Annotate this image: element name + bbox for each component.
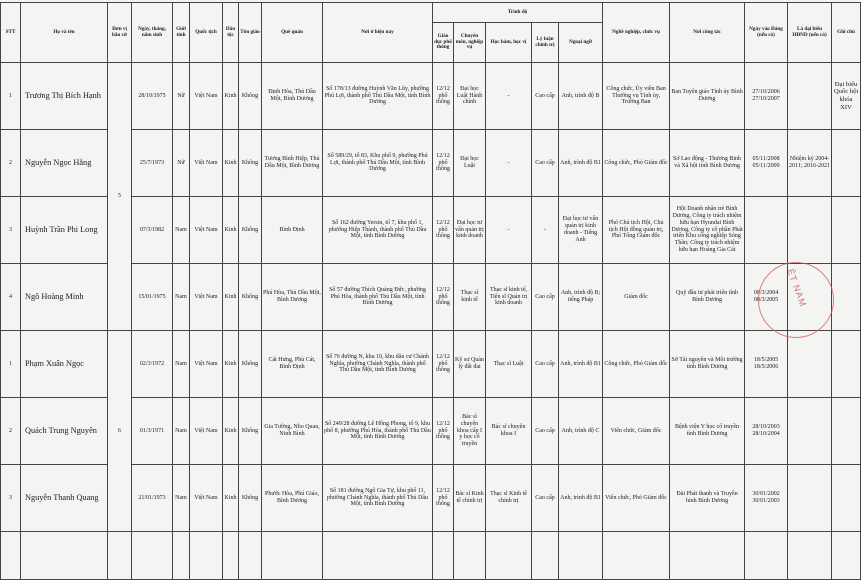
cell-note	[832, 130, 861, 197]
table-body	[1, 63, 861, 580]
cell-party-date	[745, 197, 788, 264]
cell-party-date: 05/11/2008 05/11/2009	[745, 130, 788, 197]
cell-dob: 28/10/1975	[132, 63, 173, 130]
cell-language: Anh, trình độ C	[559, 398, 603, 465]
cell-party-date: 18/5/2005 18/5/2006	[745, 331, 788, 398]
header-stt: STT	[1, 3, 21, 63]
header-language: Ngoại ngữ	[559, 23, 603, 63]
cell-political: Cao cấp	[532, 398, 559, 465]
cell-residence: Số 249/28 đường Lê Hồng Phong, tổ 9, khu phố 8, phường Phú Hòa, thành phố Thủ Dầu Một, tỉnh Bình Dương	[323, 398, 433, 465]
header-workplace: Nơi công tác	[670, 3, 745, 63]
empty-row	[1, 532, 861, 580]
cell-stt: 3	[1, 465, 21, 532]
cell-hometown: Định Hòa, Thủ Dầu Một, Bình Dương	[262, 63, 323, 130]
cell-occupation: Viên chức, Giám đốc	[603, 398, 670, 465]
cell-residence: Số 178/13 đường Huỳnh Văn Lũy, phường Phú Lợi, thành phố Thủ Dầu Một, tỉnh Bình Dương	[323, 63, 433, 130]
cell-degree: Thạc sĩ Kinh tế chính trị	[486, 465, 532, 532]
cell-specialty: Kỹ sư Quản lý đất đai	[454, 331, 486, 398]
cell-name: Nguyễn Thanh Quang	[21, 465, 108, 532]
cell-name: Huỳnh Trần Phi Long	[21, 197, 108, 264]
cell-dob: 07/3/1982	[132, 197, 173, 264]
cell-religion: Không	[239, 264, 262, 331]
cell-nationality: Việt Nam	[190, 130, 223, 197]
cell-stt: 2	[1, 130, 21, 197]
cell-workplace: Bệnh viện Y học cổ truyền tỉnh Bình Dương	[670, 398, 745, 465]
header-general: Giáo dục phổ thông	[433, 23, 454, 63]
cell-nationality: Việt Nam	[190, 197, 223, 264]
cell-name: Ngô Hoàng Minh	[21, 264, 108, 331]
empty-cell	[603, 532, 670, 580]
cell-stt: 1	[1, 63, 21, 130]
header-residence: Nơi ở hiện nay	[323, 3, 433, 63]
empty-cell	[108, 532, 132, 580]
cell-workplace: Quỹ đầu tư phát triển tỉnh Bình Dương	[670, 264, 745, 331]
empty-cell	[190, 532, 223, 580]
cell-religion: Không	[239, 331, 262, 398]
cell-degree: Thạc sĩ Luật	[486, 331, 532, 398]
table-row	[1, 63, 861, 130]
header-nationality: Quốc tịch	[190, 3, 223, 63]
cell-workplace: Sở Lao động - Thương Binh và Xã hội tỉnh Bình Dương	[670, 130, 745, 197]
cell-unit: 6	[108, 331, 132, 532]
cell-stt: 4	[1, 264, 21, 331]
empty-cell	[323, 532, 433, 580]
empty-cell	[670, 532, 745, 580]
cell-hometown: Gia Tường, Nho Quan, Ninh Bình	[262, 398, 323, 465]
cell-degree: -	[486, 63, 532, 130]
cell-residence: Số 57 đường Thích Quảng Đức, phường Phú Hòa, thành phố Thủ Dầu Một, tỉnh Bình Dương	[323, 264, 433, 331]
cell-language: Anh, trình độ B	[559, 63, 603, 130]
header-hometown: Quê quán	[262, 3, 323, 63]
cell-hometown: Phước Hòa, Phú Giáo, Bình Dương	[262, 465, 323, 532]
cell-specialty: Thạc sĩ kinh tế	[454, 264, 486, 331]
cell-specialty: Đại học Luật Hành chính	[454, 63, 486, 130]
cell-name: Trương Thị Bích Hạnh	[21, 63, 108, 130]
cell-name: Nguyễn Ngọc Hằng	[21, 130, 108, 197]
cell-residence: Số 589/29, tổ 83, Khu phố 9, phường Phú Lợi, thành phố Thủ Dầu Một, tỉnh Bình Dương	[323, 130, 433, 197]
cell-stt: 3	[1, 197, 21, 264]
cell-unit: 5	[108, 63, 132, 331]
cell-gender: Nữ	[173, 130, 190, 197]
cell-party-date: 28/10/2003 28/10/2004	[745, 398, 788, 465]
cell-nationality: Việt Nam	[190, 331, 223, 398]
cell-dob: 21/01/1973	[132, 465, 173, 532]
cell-dob: 25/7/1973	[132, 130, 173, 197]
cell-gender: Nam	[173, 197, 190, 264]
cell-hometown: Tương Bình Hiệp, Thủ Dầu Một, Bình Dương	[262, 130, 323, 197]
empty-cell	[454, 532, 486, 580]
cell-note	[832, 398, 861, 465]
cell-political: -	[532, 197, 559, 264]
cell-language: Anh, trình độ B1	[559, 465, 603, 532]
empty-cell	[832, 532, 861, 580]
cell-language: Đại học tư vấn quản trị kinh doanh - Tiếng Anh	[559, 197, 603, 264]
header-name: Họ và tên	[21, 3, 108, 63]
cell-hometown: Bình Định	[262, 197, 323, 264]
header-specialty: Chuyên môn, nghiệp vụ	[454, 23, 486, 63]
cell-general: 12/12 phổ thông	[433, 331, 454, 398]
cell-hometown: Cát Hưng, Phù Cát, Bình Định	[262, 331, 323, 398]
cell-stt: 1	[1, 331, 21, 398]
cell-note	[832, 331, 861, 398]
cell-ethnicity: Kinh	[223, 331, 239, 398]
empty-cell	[1, 532, 21, 580]
cell-political: Cao cấp	[532, 63, 559, 130]
empty-cell	[239, 532, 262, 580]
cell-occupation: Giám đốc	[603, 264, 670, 331]
header-party-date: Ngày vào Đảng (nếu có)	[745, 3, 788, 63]
cell-general: 12/12 phổ thông	[433, 197, 454, 264]
empty-cell	[21, 532, 108, 580]
cell-specialty: Đại học Luật	[454, 130, 486, 197]
cell-gender: Nam	[173, 398, 190, 465]
empty-cell	[433, 532, 454, 580]
cell-nationality: Việt Nam	[190, 264, 223, 331]
cell-political: Cao cấp	[532, 264, 559, 331]
cell-general: 12/12 phổ thông	[433, 130, 454, 197]
header-ethnicity: Dân tộc	[223, 3, 239, 63]
cell-party-date: 27/10/2006 27/10/2007	[745, 63, 788, 130]
cell-general: 12/12 phổ thông	[433, 264, 454, 331]
cell-gender: Nam	[173, 264, 190, 331]
cell-political: Cao cấp	[532, 331, 559, 398]
cell-note	[832, 264, 861, 331]
header-unit: Đơn vị bầu cử	[108, 3, 132, 63]
header-note: Ghi chú	[832, 3, 861, 63]
cell-religion: Không	[239, 398, 262, 465]
table-row	[1, 331, 861, 398]
cell-workplace: Hội Doanh nhân trẻ Bình Dương, Công ty trách nhiệm hữu hạn Hyundai Bình Dương, Công ty cổ phần Phát triển Khu công nghiệp Sóng Thần; Công ty trách nhiệm hữu hạn Hoàng Gia Cát	[670, 197, 745, 264]
cell-specialty: Bác sĩ Kinh tế chính trị	[454, 465, 486, 532]
stamp-text: ỆT NAM	[785, 267, 809, 309]
empty-cell	[745, 532, 788, 580]
cell-dob: 15/01/1975	[132, 264, 173, 331]
cell-general: 12/12 phổ thông	[433, 398, 454, 465]
header-gender: Giới tính	[173, 3, 190, 63]
empty-cell	[132, 532, 173, 580]
cell-ethnicity: Kinh	[223, 197, 239, 264]
cell-party-date: 08/3/2004 08/3/2005	[745, 264, 788, 331]
cell-specialty: Đại học tư vấn quản trị kinh doanh	[454, 197, 486, 264]
cell-religion: Không	[239, 197, 262, 264]
cell-note: Đại biểu Quốc hội khóa XIV	[832, 63, 861, 130]
candidate-table	[0, 2, 861, 580]
cell-note	[832, 197, 861, 264]
header-religion: Tôn giáo	[239, 3, 262, 63]
empty-cell	[788, 532, 832, 580]
cell-delegate	[788, 197, 832, 264]
cell-political: Cao cấp	[532, 130, 559, 197]
cell-residence: Số 181 đường Ngô Gia Tự, khu phố 11, phường Chánh Nghĩa, thành phố Thủ Dầu Một, tỉnh Bình Dương	[323, 465, 433, 532]
header-degree: Học hàm, học vị	[486, 23, 532, 63]
cell-occupation: Viên chức, Phó Giám đốc	[603, 465, 670, 532]
cell-language: Anh, trình độ B; tiếng Pháp	[559, 264, 603, 331]
cell-political: Cao cấp	[532, 465, 559, 532]
cell-dob: 01/3/1971	[132, 398, 173, 465]
cell-delegate	[788, 264, 832, 331]
header-delegate: Là đại biểu HĐND (nếu có)	[788, 3, 832, 63]
cell-gender: Nam	[173, 331, 190, 398]
cell-degree: -	[486, 130, 532, 197]
empty-cell	[559, 532, 603, 580]
cell-delegate	[788, 398, 832, 465]
cell-occupation: Công chức, Phó Giám đốc	[603, 331, 670, 398]
cell-ethnicity: Kinh	[223, 63, 239, 130]
cell-religion: Không	[239, 130, 262, 197]
header-political: Lý luận chính trị	[532, 23, 559, 63]
cell-general: 12/12 phổ thông	[433, 63, 454, 130]
empty-cell	[223, 532, 239, 580]
header-occupation: Nghề nghiệp, chức vụ	[603, 3, 670, 63]
cell-gender: Nữ	[173, 63, 190, 130]
empty-cell	[532, 532, 559, 580]
cell-residence: Số 76 đường N, khu 10, khu dân cư Chánh Nghĩa, phường Chánh Nghĩa, thành phố Thủ Dầu Một, tỉnh Bình Dương	[323, 331, 433, 398]
cell-specialty: Bác sĩ chuyên khoa cấp I y học cổ truyền	[454, 398, 486, 465]
cell-ethnicity: Kinh	[223, 465, 239, 532]
header-dob: Ngày, tháng, năm sinh	[132, 3, 173, 63]
cell-ethnicity: Kinh	[223, 398, 239, 465]
cell-workplace: Ban Tuyên giáo Tỉnh ủy Bình Dương	[670, 63, 745, 130]
cell-delegate	[788, 63, 832, 130]
cell-nationality: Việt Nam	[190, 398, 223, 465]
cell-gender: Nam	[173, 465, 190, 532]
cell-party-date: 30/01/2002 30/01/2003	[745, 465, 788, 532]
cell-stt: 2	[1, 398, 21, 465]
cell-degree: Thạc sĩ kinh tế, Tiến sĩ Quản trị kinh doanh	[486, 264, 532, 331]
cell-workplace: Sở Tài nguyên và Môi trường tỉnh Bình Dương	[670, 331, 745, 398]
empty-cell	[486, 532, 532, 580]
cell-ethnicity: Kinh	[223, 264, 239, 331]
cell-language: Anh, trình độ B1	[559, 331, 603, 398]
cell-hometown: Phú Hòa, Thủ Dầu Một, Bình Dương	[262, 264, 323, 331]
cell-workplace: Đài Phát thanh và Truyền hình Bình Dương	[670, 465, 745, 532]
cell-delegate: Nhiệm kỳ 2004-2011; 2016-2021	[788, 130, 832, 197]
cell-name: Quách Trung Nguyên	[21, 398, 108, 465]
cell-residence: Số 162 đường Yersin, tổ 7, khu phố 1, phường Hiệp Thành, thành phố Thủ Dầu Một, tỉnh Bình Dương	[323, 197, 433, 264]
cell-note	[832, 465, 861, 532]
cell-dob: 02/3/1972	[132, 331, 173, 398]
empty-cell	[262, 532, 323, 580]
cell-nationality: Việt Nam	[190, 465, 223, 532]
cell-religion: Không	[239, 63, 262, 130]
cell-delegate	[788, 331, 832, 398]
cell-degree: -	[486, 197, 532, 264]
empty-cell	[173, 532, 190, 580]
cell-religion: Không	[239, 465, 262, 532]
cell-degree: Bác sĩ chuyên khoa I	[486, 398, 532, 465]
cell-occupation: Công chức, Ủy viên Ban Thường vụ Tỉnh ủy, Trưởng Ban	[603, 63, 670, 130]
cell-name: Phạm Xuân Ngọc	[21, 331, 108, 398]
cell-language: Anh, trình độ B1	[559, 130, 603, 197]
header-education: Trình độ	[433, 3, 603, 23]
cell-occupation: Công chức, Phó Giám đốc	[603, 130, 670, 197]
cell-nationality: Việt Nam	[190, 63, 223, 130]
cell-general: 12/12 phổ thông	[433, 465, 454, 532]
cell-occupation: Phó Chủ tịch Hội, Chủ tịch Hội đồng quản trị, Phó Tổng Giám đốc	[603, 197, 670, 264]
cell-ethnicity: Kinh	[223, 130, 239, 197]
cell-delegate	[788, 465, 832, 532]
